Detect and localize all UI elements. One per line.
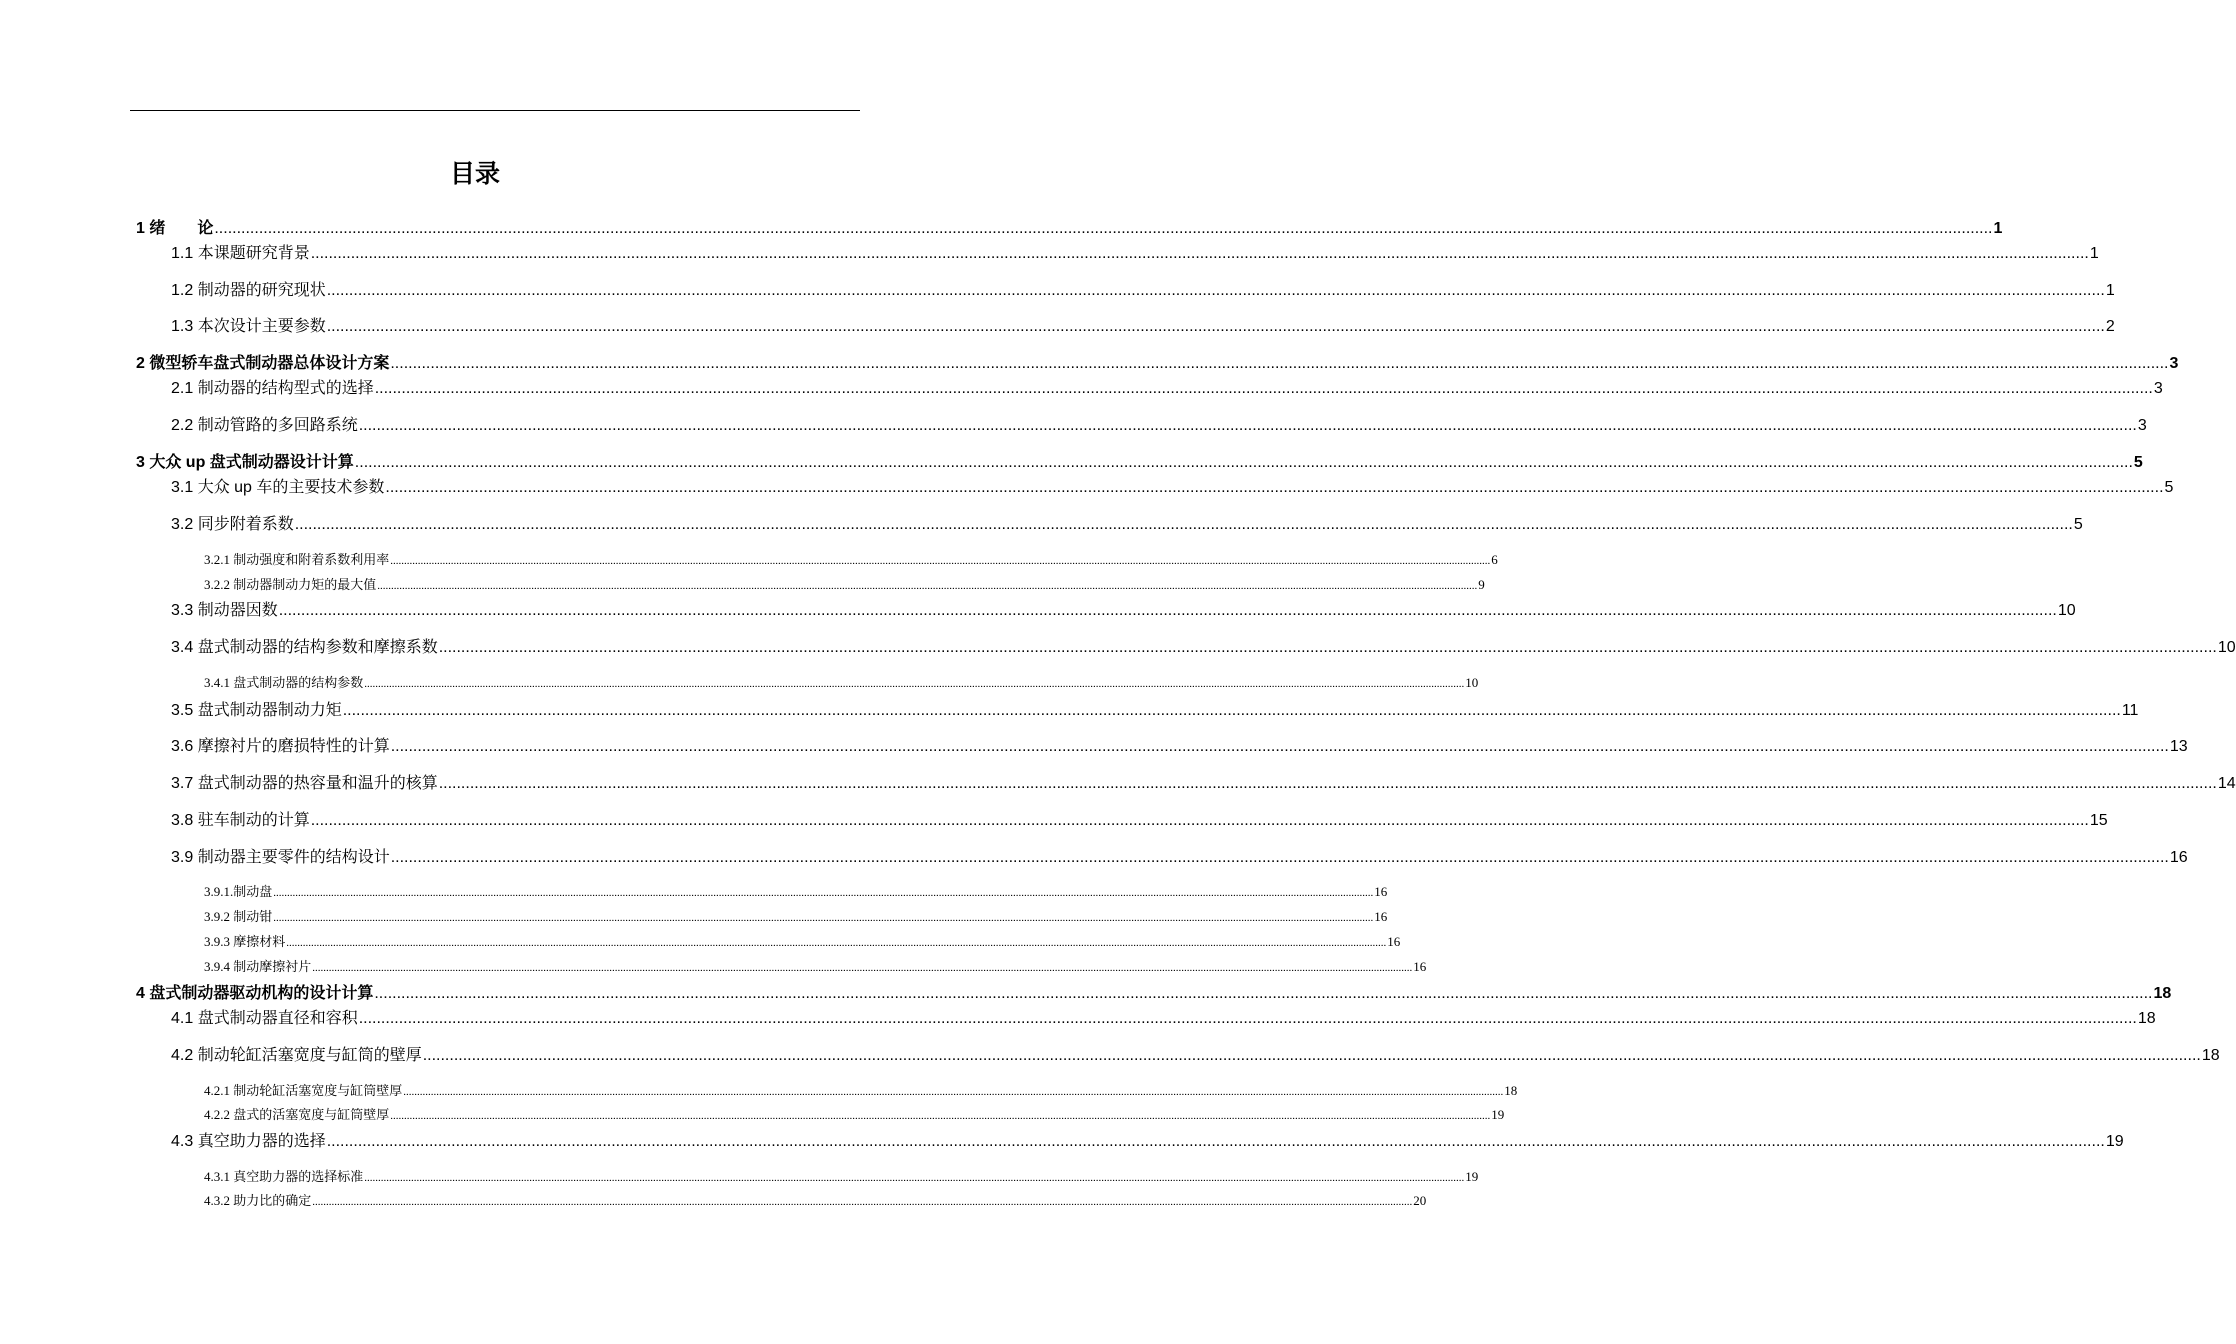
toc-entry[interactable]	[171, 375, 2163, 398]
toc-entry-label: 3.1 大众 up 车的主要技术参数	[171, 479, 385, 496]
toc-leader-dots: ................................................................................................................................................................................................................................................................................................................................................................................................................	[312, 962, 1413, 974]
toc-entry-page-number: 16	[1387, 934, 1401, 949]
toc-entry-label: 3.7 盘式制动器的热容量和温升的核算	[171, 775, 438, 792]
toc-leader-dots: ................................................................................................................................................................................................................................................................................................................................................................................................................	[310, 812, 2089, 829]
toc-entry[interactable]	[204, 1080, 1518, 1099]
toc-entry[interactable]	[171, 474, 2174, 497]
toc-entry[interactable]	[204, 574, 1485, 593]
toc-entry[interactable]	[171, 634, 2236, 657]
toc-entry[interactable]	[136, 449, 2143, 472]
toc-entry-label: 3.9.4 制动摩擦衬片	[204, 959, 312, 974]
toc-leader-dots: ................................................................................................................................................................................................................................................................................................................................................................................................................	[390, 555, 1491, 567]
toc-entry[interactable]	[171, 597, 2076, 620]
toc-entry[interactable]	[171, 277, 2115, 300]
toc-entry-page-number: 19	[1465, 1169, 1479, 1184]
toc-entry[interactable]	[171, 511, 2083, 534]
toc-entry-page-number: 13	[2169, 738, 2188, 755]
toc-leader-dots: ................................................................................................................................................................................................................................................................................................................................................................................................................	[390, 849, 2169, 866]
toc-entry[interactable]	[136, 980, 2172, 1003]
toc-entry-page-number: 15	[2089, 812, 2108, 829]
toc-entry[interactable]	[171, 1005, 2156, 1028]
toc-entry-label: 4.1 盘式制动器直径和容积	[171, 1010, 358, 1027]
toc-leader-dots: ................................................................................................................................................................................................................................................................................................................................................................................................................	[364, 1172, 1465, 1184]
toc-entry-label: 1 绪 论	[136, 220, 214, 237]
toc-entry-label: 3.9.1.制动盘	[204, 884, 273, 899]
toc-leader-dots: ................................................................................................................................................................................................................................................................................................................................................................................................................	[374, 380, 2153, 397]
toc-leader-dots: ................................................................................................................................................................................................................................................................................................................................................................................................................	[364, 678, 1465, 690]
toc-entry[interactable]	[171, 1042, 2220, 1065]
toc-entry[interactable]	[204, 1104, 1505, 1123]
toc-entry-label: 1.3 本次设计主要参数	[171, 318, 326, 335]
toc-leader-dots: ................................................................................................................................................................................................................................................................................................................................................................................................................	[286, 937, 1387, 949]
toc-leader-dots: ................................................................................................................................................................................................................................................................................................................................................................................................................	[374, 985, 2153, 1002]
toc-entry-page-number: 6	[1491, 552, 1498, 567]
toc-leader-dots: ................................................................................................................................................................................................................................................................................................................................................................................................................	[422, 1047, 2201, 1064]
toc-leader-dots: ................................................................................................................................................................................................................................................................................................................................................................................................................	[358, 417, 2137, 434]
toc-entry-page-number: 19	[2105, 1133, 2124, 1150]
toc-entry-page-number: 16	[2169, 849, 2188, 866]
toc-entry-page-number: 5	[2133, 454, 2143, 471]
toc-entry-page-number: 1	[2105, 282, 2115, 299]
toc-entry-label: 2.1 制动器的结构型式的选择	[171, 380, 374, 397]
toc-entry-label: 3.9.3 摩擦材料	[204, 934, 286, 949]
toc-entry-page-number: 5	[2164, 479, 2174, 496]
toc-leader-dots: ................................................................................................................................................................................................................................................................................................................................................................................................................	[273, 912, 1374, 924]
toc-entry-label: 3.9.2 制动钳	[204, 909, 273, 924]
toc-leader-dots: ................................................................................................................................................................................................................................................................................................................................................................................................................	[390, 355, 2169, 372]
toc-entry[interactable]	[204, 956, 1427, 975]
toc-entry[interactable]	[171, 770, 2236, 793]
toc-entry[interactable]	[171, 313, 2115, 336]
toc-entry-label: 3.8 驻车制动的计算	[171, 812, 310, 829]
toc-title: 目录	[449, 160, 500, 188]
header-rule	[130, 110, 860, 111]
toc-leader-dots: ................................................................................................................................................................................................................................................................................................................................................................................................................	[385, 479, 2164, 496]
toc-leader-dots: ................................................................................................................................................................................................................................................................................................................................................................................................................	[326, 318, 2105, 335]
toc-leader-dots: ................................................................................................................................................................................................................................................................................................................................................................................................................	[438, 639, 2217, 656]
toc-entry-label: 3.2 同步附着系数	[171, 516, 294, 533]
toc-entry-page-number: 11	[2121, 702, 2139, 719]
toc-entry-page-number: 18	[2201, 1047, 2220, 1064]
toc-leader-dots: ................................................................................................................................................................................................................................................................................................................................................................................................................	[354, 454, 2133, 471]
toc-entry-page-number: 19	[1491, 1107, 1505, 1122]
toc-entry-label: 3.4 盘式制动器的结构参数和摩擦系数	[171, 639, 438, 656]
toc-entry-label: 3 大众 up 盘式制动器设计计算	[136, 454, 354, 471]
toc-entry-label: 4.2.2 盘式的活塞宽度与缸筒壁厚	[204, 1107, 390, 1122]
toc-entry-page-number: 20	[1413, 1193, 1427, 1208]
toc-entry[interactable]	[204, 1166, 1479, 1185]
toc-leader-dots: ................................................................................................................................................................................................................................................................................................................................................................................................................	[377, 580, 1478, 592]
toc-leader-dots: ................................................................................................................................................................................................................................................................................................................................................................................................................	[358, 1010, 2137, 1027]
toc-entry[interactable]	[204, 672, 1479, 691]
toc-entry[interactable]	[171, 240, 2099, 263]
toc-entry-label: 3.3 制动器因数	[171, 602, 278, 619]
toc-entry-page-number: 3	[2153, 380, 2163, 397]
toc-entry-page-number: 3	[2169, 355, 2179, 372]
toc-leader-dots: ................................................................................................................................................................................................................................................................................................................................................................................................................	[312, 1196, 1413, 1208]
toc-entry-label: 3.5 盘式制动器制动力矩	[171, 702, 342, 719]
toc-leader-dots: ................................................................................................................................................................................................................................................................................................................................................................................................................	[342, 702, 2121, 719]
toc-entry-page-number: 2	[2105, 318, 2115, 335]
toc-entry-page-number: 16	[1374, 909, 1388, 924]
toc-entry-label: 3.2.2 制动器制动力矩的最大值	[204, 577, 377, 592]
toc-entry[interactable]	[204, 931, 1401, 950]
toc-entry[interactable]	[171, 844, 2188, 867]
toc-entry-page-number: 10	[2057, 602, 2076, 619]
toc-entry-label: 4.2.1 制动轮缸活塞宽度与缸筒壁厚	[204, 1083, 403, 1098]
toc-entry-page-number: 18	[1504, 1083, 1518, 1098]
toc-leader-dots: ................................................................................................................................................................................................................................................................................................................................................................................................................	[390, 738, 2169, 755]
toc-entry-label: 4.2 制动轮缸活塞宽度与缸筒的壁厚	[171, 1047, 422, 1064]
toc-entry-label: 4 盘式制动器驱动机构的设计计算	[136, 985, 374, 1002]
toc-leader-dots: ................................................................................................................................................................................................................................................................................................................................................................................................................	[326, 1133, 2105, 1150]
toc-leader-dots: ................................................................................................................................................................................................................................................................................................................................................................................................................	[326, 282, 2105, 299]
toc-entry[interactable]	[171, 807, 2108, 830]
toc-leader-dots: ................................................................................................................................................................................................................................................................................................................................................................................................................	[403, 1086, 1504, 1098]
toc-entry-page-number: 18	[2153, 985, 2172, 1002]
toc-entry[interactable]	[204, 881, 1388, 900]
toc-entry[interactable]	[171, 412, 2147, 435]
toc-entry-label: 2 微型轿车盘式制动器总体设计方案	[136, 355, 390, 372]
toc-entry-page-number: 18	[2137, 1010, 2156, 1027]
toc-entry[interactable]	[136, 350, 2179, 373]
toc-entry[interactable]	[171, 733, 2188, 756]
toc-entry-page-number: 10	[2217, 639, 2236, 656]
toc-entry-page-number: 1	[1993, 220, 2003, 237]
toc-entry[interactable]	[204, 1190, 1427, 1209]
toc-entry-label: 1.2 制动器的研究现状	[171, 282, 326, 299]
toc-leader-dots: ................................................................................................................................................................................................................................................................................................................................................................................................................	[278, 602, 2057, 619]
toc-entry[interactable]	[136, 215, 2003, 238]
toc-entry-page-number: 10	[1465, 675, 1479, 690]
toc-entry-label: 4.3.2 助力比的确定	[204, 1193, 312, 1208]
toc-entry[interactable]	[204, 549, 1498, 568]
toc-leader-dots: ................................................................................................................................................................................................................................................................................................................................................................................................................	[273, 887, 1374, 899]
toc-entry-page-number: 14	[2217, 775, 2236, 792]
toc-entry-page-number: 9	[1478, 577, 1485, 592]
toc-entry-page-number: 5	[2073, 516, 2083, 533]
toc-entry-label: 3.4.1 盘式制动器的结构参数	[204, 675, 364, 690]
toc-entry-page-number: 1	[2089, 245, 2099, 262]
toc-entry-label: 3.2.1 制动强度和附着系数利用率	[204, 552, 390, 567]
toc-entry[interactable]	[204, 906, 1388, 925]
toc-entry[interactable]	[171, 1128, 2124, 1151]
toc-entry-page-number: 16	[1413, 959, 1427, 974]
toc-entry-label: 3.9 制动器主要零件的结构设计	[171, 849, 390, 866]
toc-entry-label: 4.3 真空助力器的选择	[171, 1133, 326, 1150]
toc-entry[interactable]	[171, 697, 2139, 720]
toc-leader-dots: ................................................................................................................................................................................................................................................................................................................................................................................................................	[214, 220, 1993, 237]
toc-entry-label: 4.3.1 真空助力器的选择标准	[204, 1169, 364, 1184]
toc-leader-dots: ................................................................................................................................................................................................................................................................................................................................................................................................................	[294, 516, 2073, 533]
toc-entry-page-number: 3	[2137, 417, 2147, 434]
toc-entry-label: 3.6 摩擦衬片的磨损特性的计算	[171, 738, 390, 755]
toc-leader-dots: ................................................................................................................................................................................................................................................................................................................................................................................................................	[310, 245, 2089, 262]
toc-leader-dots: ................................................................................................................................................................................................................................................................................................................................................................................................................	[438, 775, 2217, 792]
toc-leader-dots: ................................................................................................................................................................................................................................................................................................................................................................................................................	[390, 1110, 1491, 1122]
toc-entry-page-number: 16	[1374, 884, 1388, 899]
toc-entry-label: 2.2 制动管路的多回路系统	[171, 417, 358, 434]
toc-entry-label: 1.1 本课题研究背景	[171, 245, 310, 262]
